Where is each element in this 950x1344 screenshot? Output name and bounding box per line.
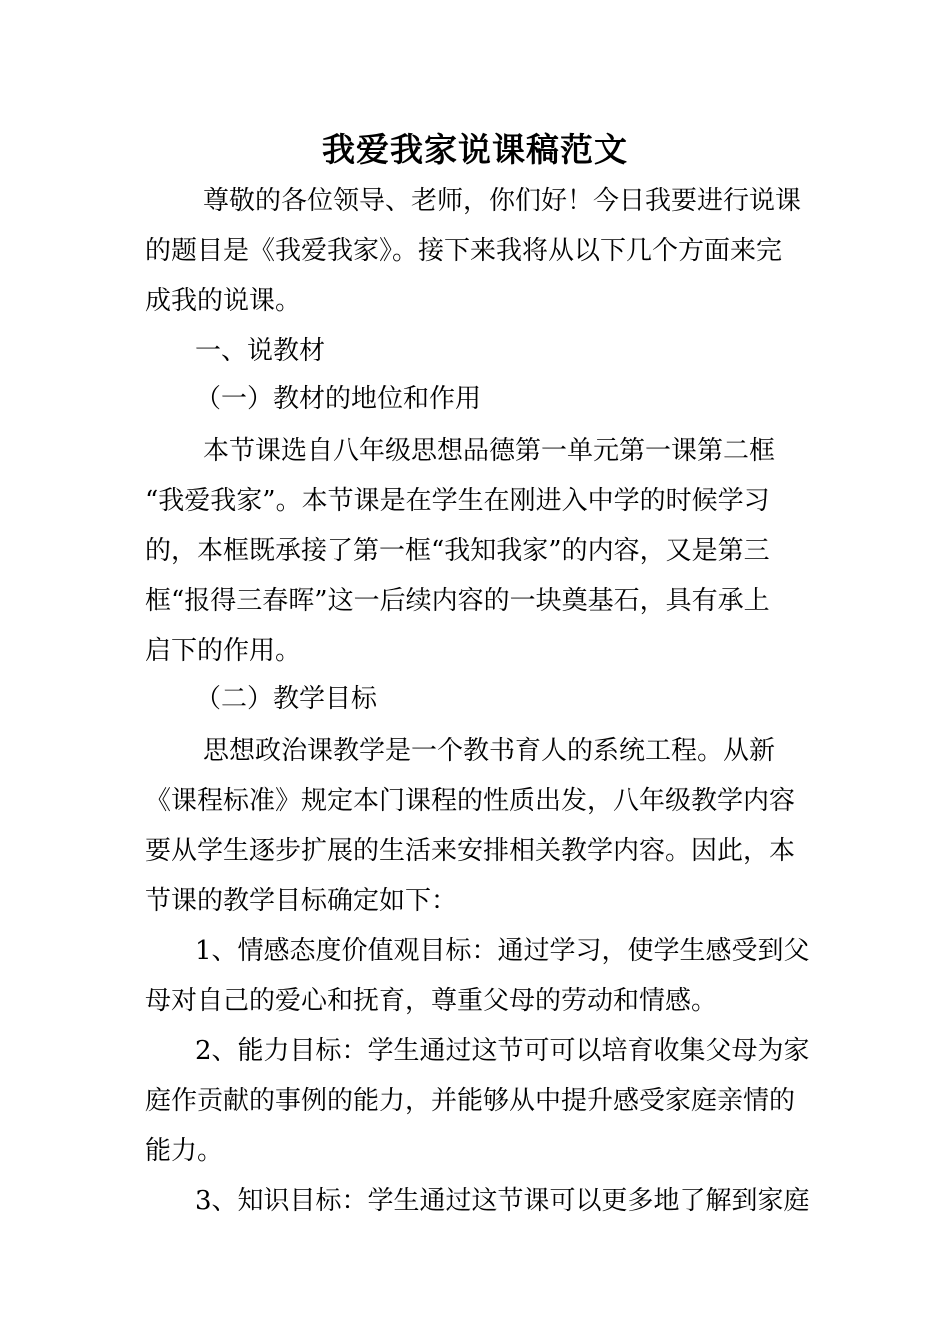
paragraph-line: 要从学生逐步扩展的生活来安排相关教学内容。因此，本 bbox=[145, 836, 796, 866]
paragraph-line: 本节课选自八年级思想品德第一单元第一课第二框 bbox=[203, 436, 776, 466]
subsection-heading: （一）教材的地位和作用 bbox=[195, 384, 482, 414]
paragraph-line: 成我的说课。 bbox=[145, 286, 302, 316]
paragraph-line: 思想政治课教学是一个教书育人的系统工程。从新 bbox=[203, 736, 776, 766]
paragraph-line: 尊敬的各位领导、老师，你们好！今日我要进行说课 bbox=[203, 186, 802, 216]
paragraph-line: “我爱我家”。本节课是在学生在刚进入中学的时候学习 bbox=[145, 486, 770, 516]
paragraph-line: 的，本框既承接了第一框“我知我家”的内容，又是第三 bbox=[145, 536, 770, 566]
paragraph-line: 《课程标准》规定本门课程的性质出发，八年级教学内容 bbox=[145, 786, 796, 816]
paragraph-line: 的题目是《我爱我家》。接下来我将从以下几个方面来完 bbox=[145, 236, 783, 266]
paragraph-line: 1、情感态度价值观目标：通过学习，使学生感受到父 bbox=[195, 936, 810, 966]
paragraph-line: 2、能力目标：学生通过这节可可以培育收集父母为家 bbox=[195, 1036, 810, 1066]
paragraph-line: 3、知识目标：学生通过这节课可以更多地了解到家庭 bbox=[195, 1186, 810, 1216]
section-heading: 一、说教材 bbox=[195, 336, 326, 366]
paragraph-line: 启下的作用。 bbox=[145, 636, 302, 666]
document-title: 我爱我家说课稿范文 bbox=[322, 130, 628, 169]
paragraph-line: 节课的教学目标确定如下： bbox=[145, 886, 458, 916]
subsection-heading: （二）教学目标 bbox=[195, 684, 378, 714]
paragraph-line: 框“报得三春晖”这一后续内容的一块奠基石，具有承上 bbox=[145, 586, 770, 616]
paragraph-line: 母对自己的爱心和抚育，尊重父母的劳动和情感。 bbox=[145, 986, 718, 1016]
paragraph-line: 能力。 bbox=[145, 1136, 224, 1166]
paragraph-line: 庭作贡献的事例的能力，并能够从中提升感受家庭亲情的 bbox=[145, 1086, 796, 1116]
